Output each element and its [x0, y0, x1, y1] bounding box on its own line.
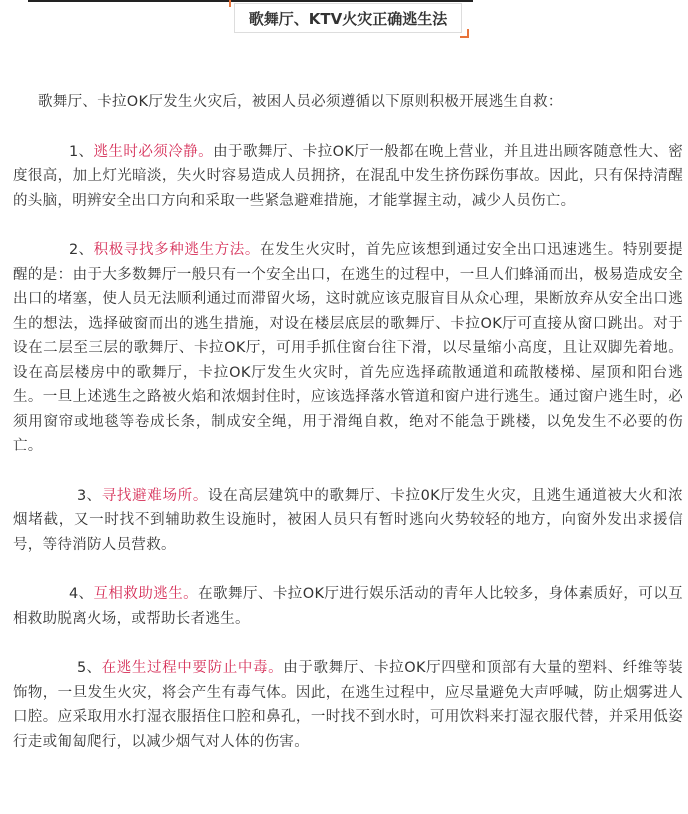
tip-number: 1、: [69, 143, 94, 160]
article-body: [13, 90, 683, 779]
tip-heading: 寻找避难场所。: [101, 487, 209, 504]
tip-body: 设在高层建筑中的歌舞厅、卡拉0K厅发生火灾，且逃生通道被大火和浓烟堵截，又一时找不到辅助救生设施时，被困人员只有暂时逃向火势较轻的地方，向窗外发出求援信号，等待消防人员营救。: [13, 487, 683, 553]
tip-heading: 互相救助逃生。: [93, 586, 199, 602]
tip-number: 3、: [77, 487, 102, 504]
title-corner-bottom-right: [460, 29, 469, 38]
tip-body: 由于歌舞厅、卡拉OK厅四壁和顶部有大量的塑料、纤维等装饰物，一旦发生火灾，将会产生有毒气体。因此，在逃生过程中，应尽量避免大声呼喊，防止烟雾进人口腔。应采取用水打湿衣服捂住口腔和鼻孔，一时找不到水时，可用饮料来打湿衣服代替，并采用低姿行走或匍匐爬行，以减少烟气对人体的伤害。: [13, 660, 683, 750]
tip-body: 在歌舞厅、卡拉OK厅进行娱乐活动的青年人比较多，身体素质好，可以互相救助脱离火场，或帮助长者逃生。: [13, 586, 683, 627]
tip-body: 在发生火灾时，首先应该想到通过安全出口迅速逃生。特别要提醒的是：由于大多数舞厅一般只有一个安全出口，在逃生的过程中，一旦人们蜂涌而出，极易造成安全出口的堵塞，使人员无法顺利通过而滞留火场，这时就应该克服盲目从众心理，果断放弃从安全出口逃生的想法，选择破窗而出的逃生措施，对设在楼层底层的歌舞厅、卡拉OK厅可直接从窗口跳出。对于设在二层至三层的歌舞厅、卡拉OK厅，可用手抓住窗台往下滑，以尽量缩小高度，且让双脚先着地。设在高层楼房中的歌舞厅，卡拉OK厅发生火灾时，首先应选择疏散通道和疏散楼梯、屋顶和阳台逃生。一旦上述逃生之路被火焰和浓烟封住时，应该选择落水管道和窗户进行逃生。通过窗户逃生时，必须用窗帘或地毯等卷成长条，制成安全绳，用于滑绳自救，绝对不能急于跳楼，以免发生不必要的伤亡。: [13, 242, 683, 454]
tip-paragraph-3: [13, 484, 683, 558]
intro-paragraph: 歌舞厅、卡拉OK厅发生火灾后，被困人员必须遵循以下原则积极开展逃生自救：: [38, 94, 563, 110]
tip-paragraph-1: [13, 140, 683, 214]
top-divider-line: [28, 0, 473, 2]
tip-paragraph-5: [13, 656, 683, 754]
tip-body: 由于歌舞厅、卡拉OK厅一般都在晚上营业，并且进出顾客随意性大、密度很高，加上灯光暗淡，失火时容易造成人员拥挤，在混乱中发生挤伤踩伤事故。因此，只有保持清醒的头脑，明辨安全出口方向和采取一些紧急避难措施，才能掌握主动，减少人员伤亡。: [13, 143, 683, 209]
tip-number: 2、: [69, 242, 94, 258]
tip-number: 5、: [77, 660, 102, 676]
tip-paragraph-4: [13, 582, 683, 631]
tip-heading: 逃生时必须冷静。: [93, 143, 214, 160]
article-title-box: [234, 3, 462, 33]
tip-heading: 积极寻找多种逃生方法。: [93, 242, 260, 258]
tip-number: 4、: [69, 586, 94, 602]
article-title: 歌舞厅、KTV火灾正确逃生法: [248, 9, 448, 28]
tip-heading: 在逃生过程中要防止中毒。: [101, 660, 284, 676]
tip-paragraph-2: [13, 238, 683, 459]
